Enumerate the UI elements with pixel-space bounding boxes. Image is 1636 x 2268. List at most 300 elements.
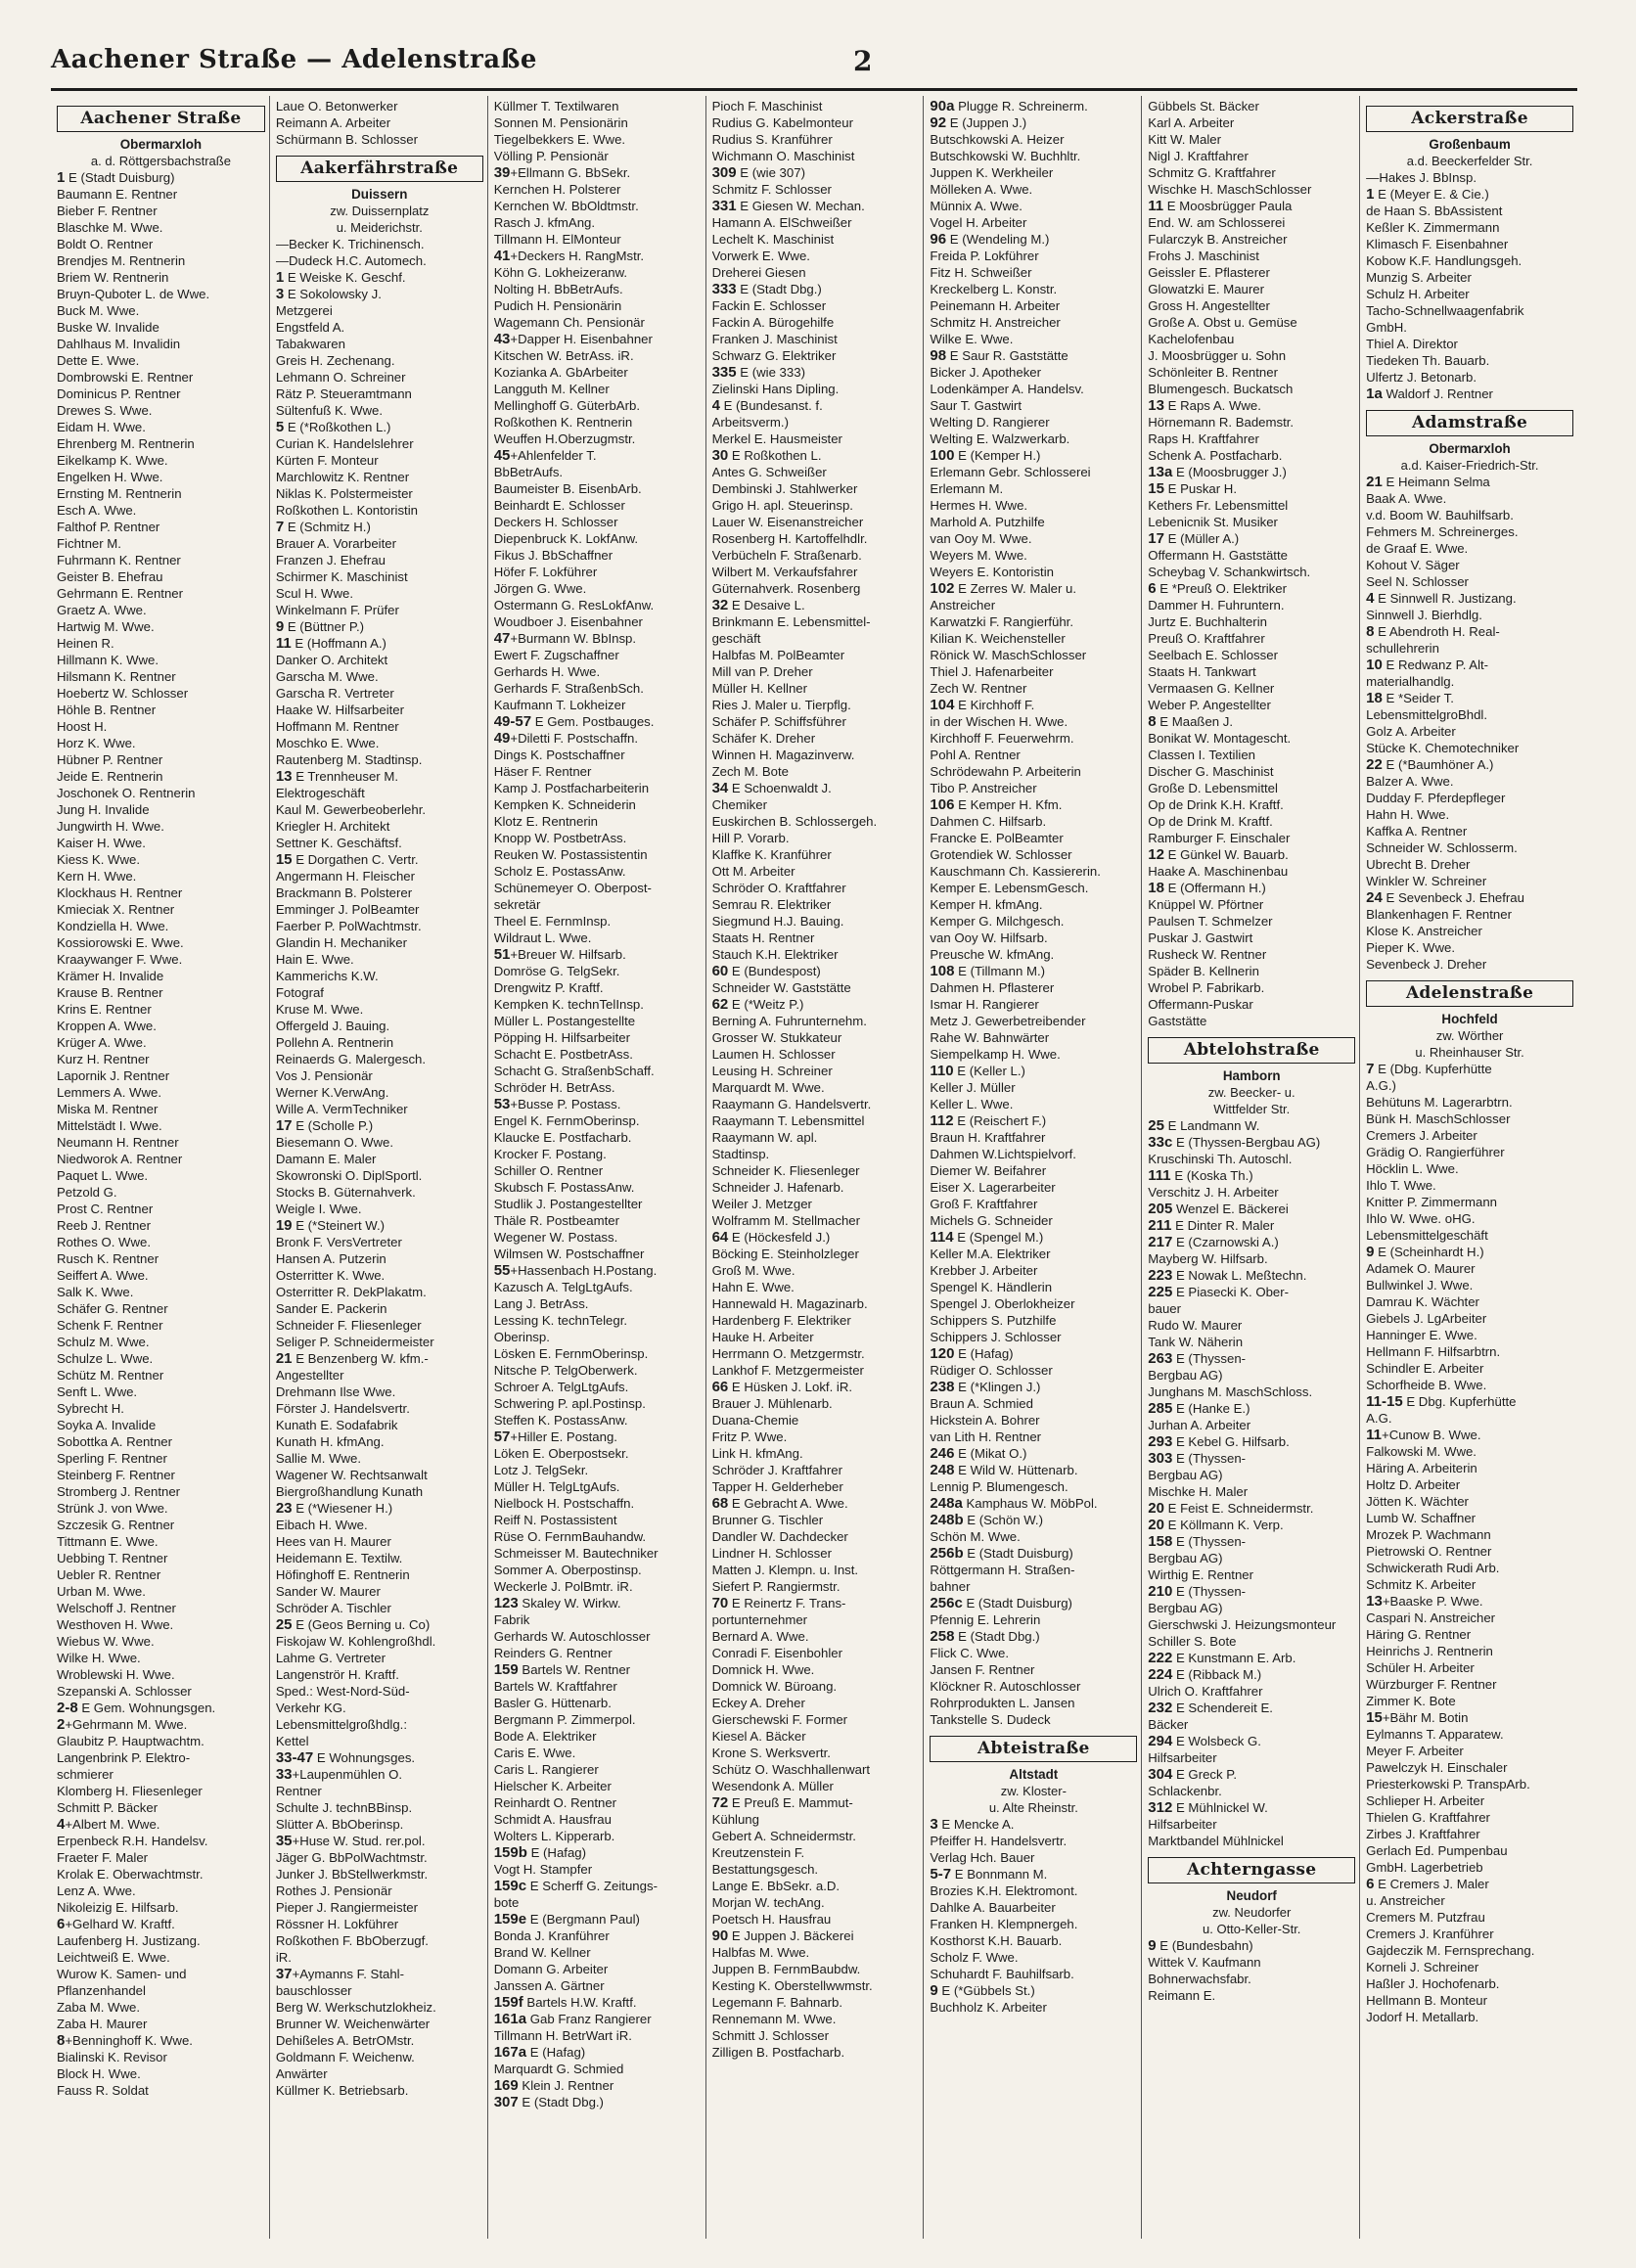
resident-entry: 238 E (*Klingen J.)	[930, 1379, 1041, 1395]
street-location-note: a.d. Beeckerfelder Str.	[1406, 154, 1533, 168]
resident-entry: Rosenberg H. Kartoffelhdlr.	[711, 531, 868, 546]
resident-entry: Ismar H. Rangierer	[930, 997, 1039, 1012]
resident-entry: Schuhardt F. Bauhilfsarb.	[930, 1967, 1074, 1981]
resident-entry: Kammerichs K.W.	[275, 969, 379, 983]
resident-entry: Lechelt K. Maschinist	[711, 232, 835, 247]
resident-entry: Münnix A. Wwe.	[930, 199, 1022, 213]
resident-entry: 4+Albert M. Wwe.	[57, 1816, 160, 1833]
resident-entry: Wagener W. Rechtsanwalt	[275, 1468, 428, 1482]
resident-entry: Blaschke M. Wwe.	[57, 220, 163, 235]
resident-entry: Schacht E. PostbetrAss.	[493, 1047, 633, 1062]
resident-entry: Kauschmann Ch. Kassiererin.	[930, 864, 1101, 879]
resident-entry: Garscha M. Wwe.	[275, 669, 379, 684]
resident-entry: Weber P. Angestellter	[1148, 698, 1271, 712]
resident-entry: Mrozek P. Wachmann	[1366, 1527, 1491, 1542]
resident-entry: 70 E Reinertz F. Trans-	[711, 1595, 846, 1611]
resident-entry: Reinaerds G. Malergesch.	[275, 1052, 427, 1066]
resident-entry: Scholz F. Wwe.	[930, 1950, 1019, 1965]
resident-entry: 248b E (Schön W.)	[930, 1512, 1043, 1528]
resident-entry: 104 E Kirchhoff F.	[930, 697, 1035, 713]
resident-entry: Pfeiffer H. Handelsvertr.	[930, 1834, 1068, 1848]
resident-entry: 9 E (Büttner P.)	[275, 618, 365, 635]
resident-entry: Knopp W. PostbetrAss.	[493, 831, 627, 845]
resident-entry: Große A. Obst u. Gemüse	[1148, 315, 1297, 330]
resident-entry: Blumengesch. Buckatsch	[1148, 382, 1294, 396]
resident-entry: 11 E (Hoffmann A.)	[275, 635, 386, 652]
resident-entry: Studlik J. Postangestellter	[493, 1197, 643, 1211]
resident-entry: Cremers M. Putzfrau	[1366, 1910, 1485, 1925]
resident-entry: Peinemann H. Arbeiter	[930, 298, 1061, 313]
resident-entry: 18 E (Offermann H.)	[1148, 880, 1266, 896]
resident-entry: Domnick H. Wwe.	[711, 1662, 815, 1677]
resident-entry: Langenbrink P. Elektro-	[57, 1750, 191, 1765]
resident-entry: 15 E Dorgathen C. Vertr.	[275, 851, 419, 868]
resident-entry: Pudich H. Pensionärin	[493, 298, 622, 313]
resident-entry: Schenk F. Rentner	[57, 1318, 163, 1333]
resident-entry: Weiler J. Metzger	[711, 1197, 812, 1211]
resident-entry: Schmitt P. Bäcker	[57, 1800, 159, 1815]
resident-entry: Urban M. Wwe.	[57, 1584, 146, 1599]
resident-entry: Uebbing T. Rentner	[57, 1551, 168, 1565]
resident-entry: 90a Plugge R. Schreinerm.	[930, 98, 1088, 114]
resident-entry: Rätz P. Steueramtmann	[275, 386, 412, 401]
resident-entry: Wilmsen W. Postschaffner	[493, 1247, 645, 1261]
district-label: Großenbaum	[1429, 137, 1511, 152]
resident-entry: Uebler R. Rentner	[57, 1567, 161, 1582]
resident-entry: Dudday F. Pferdepfleger	[1366, 791, 1506, 805]
resident-entry: Keßler K. Zimmermann	[1366, 220, 1500, 235]
resident-entry: Krocker F. Postang.	[493, 1147, 607, 1161]
resident-entry: Poetsch H. Hausfrau	[711, 1912, 832, 1927]
resident-entry: Gerlach Ed. Pumpenbau	[1366, 1843, 1508, 1858]
resident-entry: Häring G. Rentner	[1366, 1627, 1472, 1642]
resident-entry: Hauke H. Arbeiter	[711, 1330, 814, 1344]
resident-entry: Raps H. Kraftfahrer	[1148, 431, 1259, 446]
resident-entry: Nikoleizig E. Hilfsarb.	[57, 1900, 179, 1915]
resident-entry: 4 E (Bundesanst. f.	[711, 397, 823, 414]
resident-entry: 158 E (Thyssen-	[1148, 1533, 1247, 1550]
resident-entry: Dominicus P. Rentner	[57, 386, 181, 401]
resident-entry: van Lith H. Rentner	[930, 1429, 1042, 1444]
resident-entry: Kruse M. Wwe.	[275, 1002, 364, 1017]
resident-entry: Lodenkämper A. Handelsv.	[930, 382, 1084, 396]
resident-entry: 159e E (Bergmann Paul)	[493, 1911, 640, 1928]
resident-entry: Preuß O. Kraftfahrer	[1148, 631, 1265, 646]
resident-entry: Kiess K. Wwe.	[57, 852, 141, 867]
resident-entry: —Dudeck H.C. Automech.	[275, 253, 427, 268]
resident-entry: Nigl J. Kraftfahrer	[1148, 149, 1249, 163]
resident-entry: 13 E Raps A. Wwe.	[1148, 397, 1261, 414]
resident-entry: Nolting H. BbBetrAufs.	[493, 282, 623, 296]
resident-entry: Angermann H. Fleischer	[275, 869, 416, 884]
resident-entry: Wilke H. Wwe.	[57, 1651, 141, 1665]
resident-entry: Pollehn A. Rentnerin	[275, 1035, 394, 1050]
resident-entry: Schippers J. Schlosser	[930, 1330, 1062, 1344]
resident-entry: Lumb W. Schaffner	[1366, 1511, 1477, 1525]
resident-entry: Dehißeles A. BetrOMstr.	[275, 2033, 415, 2048]
resident-entry: Engelken H. Wwe.	[57, 470, 163, 484]
resident-entry: Lösken E. FernmOberinsp.	[493, 1346, 649, 1361]
resident-entry: Schröder O. Kraftfahrer	[711, 881, 846, 895]
resident-entry: 7 E (Schmitz H.)	[275, 519, 371, 535]
resident-entry: Geissler E. Pflasterer	[1148, 265, 1270, 280]
resident-entry: iR.	[275, 1950, 292, 1965]
resident-entry: Szczesik G. Rentner	[57, 1518, 175, 1532]
resident-entry: Glaubitz P. Hauptwachtm.	[57, 1734, 204, 1748]
resident-entry: Fularczyk B. Anstreicher	[1148, 232, 1288, 247]
resident-entry: Hahn E. Wwe.	[711, 1280, 795, 1294]
resident-entry: 294 E Wolsbeck G.	[1148, 1733, 1261, 1749]
resident-entry: 248 E Wild W. Hüttenarb.	[930, 1462, 1078, 1478]
page-number: 2	[853, 45, 873, 77]
resident-entry: Jötten K. Wächter	[1366, 1494, 1469, 1509]
resident-entry: 246 E (Mikat O.)	[930, 1445, 1027, 1462]
resident-entry: Müller L. Postangestellte	[493, 1014, 636, 1028]
resident-entry: Schorfheide B. Wwe.	[1366, 1378, 1487, 1392]
resident-entry: 6 E Cremers J. Maler	[1366, 1876, 1489, 1892]
resident-entry: 108 E (Tillmann M.)	[930, 963, 1046, 979]
resident-entry: Pohl A. Rentner	[930, 748, 1021, 762]
resident-entry: Holtz D. Arbeiter	[1366, 1477, 1461, 1492]
resident-entry: Krämer H. Invalide	[57, 969, 164, 983]
resident-entry: Preusche W. kfmAng.	[930, 947, 1055, 962]
resident-entry: Rudo W. Maurer	[1148, 1318, 1243, 1333]
resident-entry: Müller H. TelgLtgAufs.	[493, 1479, 620, 1494]
resident-entry: Soyka A. Invalide	[57, 1418, 157, 1432]
resident-entry: Slütter A. BbOberinsp.	[275, 1817, 404, 1832]
resident-entry: 30 E Roßkothen L.	[711, 447, 822, 464]
resident-entry: Curian K. Handelslehrer	[275, 436, 414, 451]
resident-entry: Heidemann E. Textilw.	[275, 1551, 403, 1565]
resident-entry: Mittelstädt I. Wwe.	[57, 1118, 162, 1133]
resident-entry: Schacht G. StraßenbSchaff.	[493, 1064, 655, 1078]
resident-entry: Herrmann O. Metzgermstr.	[711, 1346, 865, 1361]
page-title: Aachener Straße — Adelenstraße	[51, 45, 537, 74]
resident-entry: Bullwinkel J. Wwe.	[1366, 1278, 1474, 1293]
resident-entry: Diepenbruck K. LokfAnw.	[493, 531, 639, 546]
resident-entry: Wittek V. Kaufmann	[1148, 1955, 1261, 1970]
resident-entry: Sinnwell J. Bierhdlg.	[1366, 608, 1482, 622]
resident-entry: 335 E (wie 333)	[711, 364, 805, 381]
resident-entry: Anstreicher	[930, 598, 996, 612]
resident-entry: Reiff N. Postassistent	[493, 1513, 617, 1527]
resident-entry: 15+Bähr M. Botin	[1366, 1709, 1469, 1726]
resident-entry: Ries J. Maler u. Tierpflg.	[711, 698, 851, 712]
resident-entry: 25 E (Geos Berning u. Co)	[275, 1616, 431, 1633]
resident-entry: Bünk H. MaschSchlosser	[1366, 1111, 1511, 1126]
resident-entry: Vorwerk E. Wwe.	[711, 249, 810, 263]
resident-entry: Horz K. Wwe.	[57, 736, 136, 750]
resident-entry: Krolak E. Oberwachtmstr.	[57, 1867, 204, 1882]
resident-entry: 293 E Kebel G. Hilfsarb.	[1148, 1433, 1290, 1450]
resident-entry: Kühlung	[711, 1812, 759, 1827]
resident-entry: Salk K. Wwe.	[57, 1285, 134, 1299]
resident-entry: Staats H. Rentner	[711, 930, 815, 945]
resident-entry: Blankenhagen F. Rentner	[1366, 907, 1512, 922]
resident-entry: Bartels W. Kraftfahrer	[493, 1679, 617, 1694]
resident-entry: 13a E (Moosbrugger J.)	[1148, 464, 1287, 480]
resident-entry: Chemiker	[711, 797, 767, 812]
resident-entry: Kraaywanger F. Wwe.	[57, 952, 183, 967]
resident-entry: Rahe W. Bahnwärter	[930, 1030, 1050, 1045]
resident-entry: Flick C. Wwe.	[930, 1646, 1010, 1660]
district-label: Duissern	[351, 187, 408, 202]
resident-entry: Graetz A. Wwe.	[57, 603, 147, 617]
resident-entry: Woudboer J. Eisenbahner	[493, 614, 643, 629]
resident-entry: Schäfer G. Rentner	[57, 1301, 168, 1316]
resident-entry: bauer	[1148, 1301, 1182, 1316]
resident-entry: 13+Baaske P. Wwe.	[1366, 1593, 1483, 1610]
resident-entry: Seel N. Schlosser	[1366, 574, 1469, 589]
resident-entry: 8 E Maaßen J.	[1148, 713, 1234, 730]
resident-entry: Häser F. Rentner	[493, 764, 592, 779]
resident-entry: Schünemeyer O. Oberpost-	[493, 881, 652, 895]
resident-entry: Mölleken A. Wwe.	[930, 182, 1033, 197]
resident-entry: Sobottka A. Rentner	[57, 1434, 173, 1449]
resident-entry: Schneider J. Hafenarb.	[711, 1180, 844, 1195]
resident-entry: Westhoven H. Wwe.	[57, 1617, 174, 1632]
resident-entry: Zirbes J. Kraftfahrer	[1366, 1827, 1480, 1841]
resident-entry: Siegmund H.J. Bauing.	[711, 914, 844, 929]
resident-entry: Freida P. Lokführer	[930, 249, 1039, 263]
resident-entry: 15 E Puskar H.	[1148, 480, 1237, 497]
resident-entry: 256c E (Stadt Duisburg)	[930, 1595, 1072, 1611]
resident-entry: 303 E (Thyssen-	[1148, 1450, 1247, 1467]
resident-entry: Falthof P. Rentner	[57, 520, 160, 534]
resident-entry: Lang J. BetrAss.	[493, 1296, 589, 1311]
resident-entry: Schulze L. Wwe.	[57, 1351, 154, 1366]
resident-entry: Pieper J. Rangiermeister	[275, 1900, 418, 1915]
resident-entry: Würzburger F. Rentner	[1366, 1677, 1497, 1692]
resident-entry: Senft L. Wwe.	[57, 1384, 138, 1399]
resident-entry: Sevenbeck J. Dreher	[1366, 957, 1487, 972]
resident-entry: 45+Ahlenfelder T.	[493, 447, 597, 464]
resident-entry: Sander E. Packerin	[275, 1301, 387, 1316]
resident-entry: Stadtinsp.	[711, 1147, 770, 1161]
resident-entry: Dahmen C. Hilfsarb.	[930, 814, 1047, 829]
resident-entry: Tacho-Schnellwaagenfabrik	[1366, 303, 1524, 318]
column-6	[1141, 96, 1359, 2239]
resident-entry: Paquet L. Wwe.	[57, 1168, 149, 1183]
resident-entry: Schmeisser M. Bautechniker	[493, 1546, 659, 1561]
resident-entry: 55+Hassenbach H.Postang.	[493, 1262, 658, 1279]
resident-entry: Caris L. Rangierer	[493, 1762, 599, 1777]
resident-entry: Bonda J. Kranführer	[493, 1928, 610, 1943]
resident-entry: Domröse G. TelgSekr.	[493, 964, 620, 978]
resident-entry: 304 E Greck P.	[1148, 1766, 1238, 1783]
resident-entry: 19 E (*Steinert W.)	[275, 1217, 386, 1234]
resident-entry: Haßler J. Hochofenarb.	[1366, 1976, 1500, 1991]
resident-entry: Nitsche P. TelgOberwerk.	[493, 1363, 638, 1378]
resident-entry: Op de Drink M. Kraftf.	[1148, 814, 1273, 829]
street-heading: Abtelohstraße	[1148, 1037, 1355, 1064]
resident-entry: Hartwig M. Wwe.	[57, 619, 155, 634]
resident-entry: Skowronski O. DiplSportl.	[275, 1168, 423, 1183]
resident-entry: Hannewald H. Magazinarb.	[711, 1296, 868, 1311]
resident-entry: 22 E (*Baumhöner A.)	[1366, 756, 1494, 773]
resident-entry: Laumen H. Schlosser	[711, 1047, 836, 1062]
resident-entry: Wegener W. Postass.	[493, 1230, 618, 1245]
resident-entry: 309 E (wie 307)	[711, 164, 805, 181]
directory-columns	[51, 96, 1577, 2239]
resident-entry: Osterritter K. Wwe.	[275, 1268, 386, 1283]
street-heading: Ackerstraße	[1366, 106, 1573, 132]
resident-entry: Sültenfuß K. Wwe.	[275, 403, 384, 418]
resident-entry: Mill van P. Dreher	[711, 664, 813, 679]
resident-entry: Karwatzki F. Rangierführ.	[930, 614, 1074, 629]
resident-entry: Gerhards F. StraßenbSch.	[493, 681, 644, 696]
resident-entry: Rudius G. Kabelmonteur	[711, 115, 853, 130]
resident-entry: Kreckelberg L. Konstr.	[930, 282, 1058, 296]
resident-entry: Conradi F. Eisenbohler	[711, 1646, 842, 1660]
resident-entry: Kamp J. Postfacharbeiterin	[493, 781, 650, 795]
resident-entry: Hillmann K. Wwe.	[57, 653, 159, 667]
resident-entry: Munzig S. Arbeiter	[1366, 270, 1472, 285]
resident-entry: Verbücheln F. Straßenarb.	[711, 548, 862, 563]
resident-entry: Sybrecht H.	[57, 1401, 124, 1416]
resident-entry: Thäle R. Postbeamter	[493, 1213, 619, 1228]
resident-entry: 21 E Heimann Selma	[1366, 474, 1490, 490]
resident-entry: Klotz E. Rentnerin	[493, 814, 598, 829]
resident-entry: Leichtweiß E. Wwe.	[57, 1950, 170, 1965]
resident-entry: Giebels J. LgArbeiter	[1366, 1311, 1487, 1326]
resident-entry: Reimann E.	[1148, 1988, 1216, 2003]
resident-entry: Müller H. Kellner	[711, 681, 808, 696]
resident-entry: Goldmann F. Weichenw.	[275, 2050, 415, 2064]
resident-entry: 90 E Juppen J. Bäckerei	[711, 1928, 854, 1944]
resident-entry: Bernard A. Wwe.	[711, 1629, 809, 1644]
resident-entry: Thielen G. Kraftfahrer	[1366, 1810, 1490, 1825]
resident-entry: —Becker K. Trichinensch.	[275, 237, 425, 251]
resident-entry: Roßkothen K. Rentnerin	[493, 415, 633, 430]
resident-entry: Bergbau AG)	[1148, 1368, 1223, 1383]
resident-entry: Paulsen T. Schmelzer	[1148, 914, 1273, 929]
resident-entry: Löken E. Oberpostsekr.	[493, 1446, 629, 1461]
resident-entry: Zaba M. Wwe.	[57, 2000, 141, 2015]
resident-entry: 333 E (Stadt Dbg.)	[711, 281, 822, 297]
resident-entry: Kemper E. LebensmGesch.	[930, 881, 1089, 895]
resident-entry: Juppen K. Werkheiler	[930, 165, 1054, 180]
resident-entry: 60 E (Bundespost)	[711, 963, 821, 979]
resident-entry: Hickstein A. Bohrer	[930, 1413, 1040, 1428]
resident-entry: 3 E Sokolowsky J.	[275, 286, 382, 302]
resident-entry: 205 Wenzel E. Bäckerei	[1148, 1201, 1289, 1217]
resident-entry: Spengel K. Händlerin	[930, 1280, 1053, 1294]
resident-entry: Juppen B. FernmBaubdw.	[711, 1962, 861, 1976]
resident-entry: Zech W. Rentner	[930, 681, 1027, 696]
resident-entry: 102 E Zerres W. Maler u.	[930, 580, 1077, 597]
resident-entry: 35+Huse W. Stud. rer.pol.	[275, 1833, 426, 1849]
resident-entry: Dahmen W.Lichtspielvorf.	[930, 1147, 1076, 1161]
resident-entry: Grigo H. apl. Steuerinsp.	[711, 498, 853, 513]
resident-entry: 10 E Redwanz P. Alt-	[1366, 657, 1489, 673]
resident-entry: Kosthorst K.H. Bauarb.	[930, 1933, 1063, 1948]
resident-entry: Franken H. Klempnergeh.	[930, 1917, 1078, 1931]
resident-entry: Lebensmittelgeschäft	[1366, 1228, 1488, 1243]
resident-entry: portunternehmer	[711, 1612, 808, 1627]
resident-entry: Röttgermann H. Straßen-	[930, 1563, 1075, 1577]
resident-entry: Bergbau AG)	[1148, 1551, 1223, 1565]
resident-entry: 11 E Moosbrügger Paula	[1148, 198, 1293, 214]
resident-entry: 167a E (Hafag)	[493, 2044, 586, 2061]
resident-entry: 223 E Nowak L. Meßtechn.	[1148, 1267, 1307, 1284]
resident-entry: Kmieciak X. Rentner	[57, 902, 175, 917]
resident-entry: Legemann F. Bahnarb.	[711, 1995, 842, 2010]
resident-entry: Frohs J. Maschinist	[1148, 249, 1259, 263]
street-location-note: zw. Wörther	[1435, 1028, 1504, 1043]
resident-entry: Schulte J. technBBinsp.	[275, 1800, 413, 1815]
resident-entry: 98 E Saur R. Gaststätte	[930, 347, 1068, 364]
resident-entry: Stocks B. Güternahverk.	[275, 1185, 416, 1200]
resident-entry: Kernchen W. BbOldtmstr.	[493, 199, 639, 213]
resident-entry: Kohout V. Säger	[1366, 558, 1460, 572]
resident-entry: Rautenberg M. Stadtinsp.	[275, 752, 423, 767]
resident-entry: Ihlo W. Wwe. oHG.	[1366, 1211, 1476, 1226]
resident-entry: Laufenberg H. Justizang.	[57, 1933, 201, 1948]
resident-entry: Rohrprodukten L. Jansen	[930, 1696, 1075, 1710]
resident-entry: Kaffka A. Rentner	[1366, 824, 1468, 839]
resident-entry: Dandler W. Dachdecker	[711, 1529, 848, 1544]
resident-entry: Kemper G. Milchgesch.	[930, 914, 1065, 929]
resident-entry: 169 Klein J. Rentner	[493, 2077, 614, 2094]
resident-entry: Meyer F. Arbeiter	[1366, 1744, 1464, 1758]
street-location-note: u. Alte Rheinstr.	[988, 1800, 1078, 1815]
resident-entry: LebensmittelgroBhdl.	[1366, 707, 1488, 722]
resident-entry: Drehmann Ilse Wwe.	[275, 1384, 396, 1399]
resident-entry: Höhle B. Rentner	[57, 703, 157, 717]
resident-entry: Baumann E. Rentner	[57, 187, 178, 202]
resident-entry: Mischke H. Maler	[1148, 1484, 1249, 1499]
resident-entry: Schindler E. Arbeiter	[1366, 1361, 1484, 1376]
resident-entry: Schulz M. Wwe.	[57, 1335, 150, 1349]
resident-entry: 47+Burmann W. BbInsp.	[493, 630, 637, 647]
resident-entry: Dombrowski E. Rentner	[57, 370, 194, 385]
resident-entry: 3 E Mencke A.	[930, 1816, 1015, 1833]
resident-entry: Pfennig E. Lehrerin	[930, 1612, 1041, 1627]
resident-entry: Wiebus W. Wwe.	[57, 1634, 155, 1649]
resident-entry: Baumeister B. EisenbArb.	[493, 481, 642, 496]
resident-entry: Schirmer K. Maschinist	[275, 569, 408, 584]
resident-entry: Klose K. Anstreicher	[1366, 924, 1482, 938]
resident-entry: Schönleiter B. Rentner	[1148, 365, 1278, 380]
resident-entry: Biergroßhandlung Kunath	[275, 1484, 424, 1499]
resident-entry: 9 E (Scheinhardt H.)	[1366, 1244, 1484, 1260]
resident-entry: Erlemann Gebr. Schlosserei	[930, 465, 1091, 479]
resident-entry: 263 E (Thyssen-	[1148, 1350, 1247, 1367]
resident-entry: Kroppen A. Wwe.	[57, 1019, 157, 1033]
resident-entry: Faerber P. PolWachtmstr.	[275, 919, 422, 933]
resident-entry: A.G.	[1366, 1411, 1392, 1426]
resident-entry: 106 E Kemper H. Kfm.	[930, 796, 1063, 813]
resident-entry: 112 E (Reischert F.)	[930, 1112, 1047, 1129]
resident-entry: 23 E (*Wiesener H.)	[275, 1500, 393, 1517]
resident-entry: bauschlosser	[275, 1983, 352, 1998]
district-label: Obermarxloh	[1429, 441, 1511, 456]
resident-entry: Gajdeczik M. Fernsprechang.	[1366, 1943, 1535, 1958]
resident-entry: Zimmer K. Bote	[1366, 1694, 1456, 1708]
resident-entry: Kesting K. Oberstellwwmstr.	[711, 1978, 873, 1993]
resident-entry: Szepanski A. Schlosser	[57, 1684, 192, 1699]
resident-entry: de Haan S. BbAssistent	[1366, 204, 1503, 218]
resident-entry: Brackmann B. Polsterer	[275, 885, 413, 900]
resident-entry: geschäft	[711, 631, 761, 646]
resident-entry: Steffen K. PostassAnw.	[493, 1413, 628, 1428]
resident-entry: Keller J. Müller	[930, 1080, 1016, 1095]
resident-entry: 161a Gab Franz Rangierer	[493, 2011, 652, 2027]
resident-entry: Hellmann B. Monteur	[1366, 1993, 1488, 2008]
resident-entry: Jodorf H. Metallarb.	[1366, 2010, 1479, 2024]
resident-entry: Drewes S. Wwe.	[57, 403, 153, 418]
